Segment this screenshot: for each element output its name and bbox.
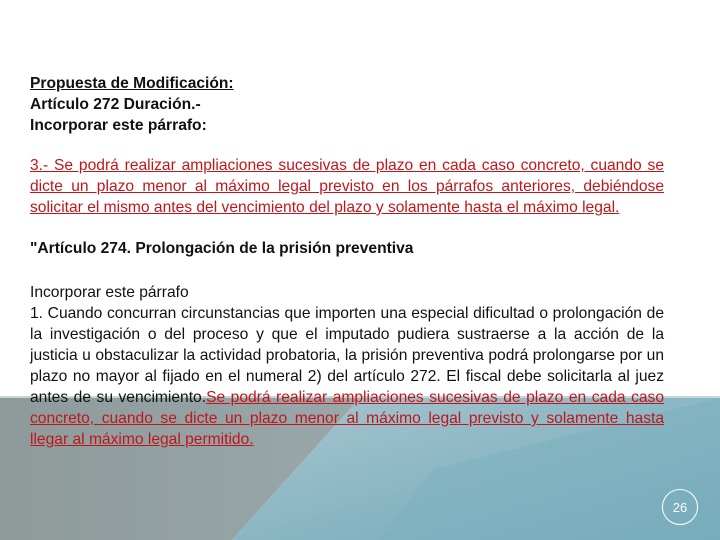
incorporate-instruction: Incorporar este párrafo: bbox=[30, 117, 207, 134]
proposal-header bbox=[30, 73, 664, 136]
proposed-paragraph-3: 3.- Se podrá realizar ampliaciones sucesivas de plazo en cada caso concreto, cuando se dicte un plazo menor al máximo legal previsto en los párrafos anteriores, debiéndose solicitar el mismo antes del vencimiento del plazo y solamente hasta el máximo legal. bbox=[30, 157, 664, 216]
page-number-badge: 26 bbox=[662, 489, 698, 525]
incorporate-label: Incorporar este párrafo bbox=[30, 284, 189, 301]
slide-content bbox=[30, 73, 664, 450]
paragraph-original-text: 1. Cuando concurran circunstancias que importen una especial dificultad o prolongación de la investigación o del proceso y que el imputado pudiera sustraerse a la acción de la justicia u obstaculizar la actividad probatoria, la prisión preventiva podrá prolongarse por un plazo no mayor al fijado en el numeral 2) del artículo 272. El fiscal debe solicitarla al juez antes de su vencimiento. bbox=[30, 305, 664, 406]
article-272-heading: Artículo 272 Duración.- bbox=[30, 96, 201, 113]
article-274-title: "Artículo 274. Prolongación de la prisión preventiva bbox=[30, 240, 414, 257]
proposal-title: Propuesta de Modificación: bbox=[30, 75, 234, 92]
article-274-paragraph bbox=[30, 303, 664, 450]
paragraph-added-text: Se podrá realizar ampliaciones sucesivas de plazo en cada caso concreto, cuando se dicte un plazo menor al máximo legal previsto y solamente hasta llegar al máximo legal permitido. bbox=[30, 389, 665, 448]
